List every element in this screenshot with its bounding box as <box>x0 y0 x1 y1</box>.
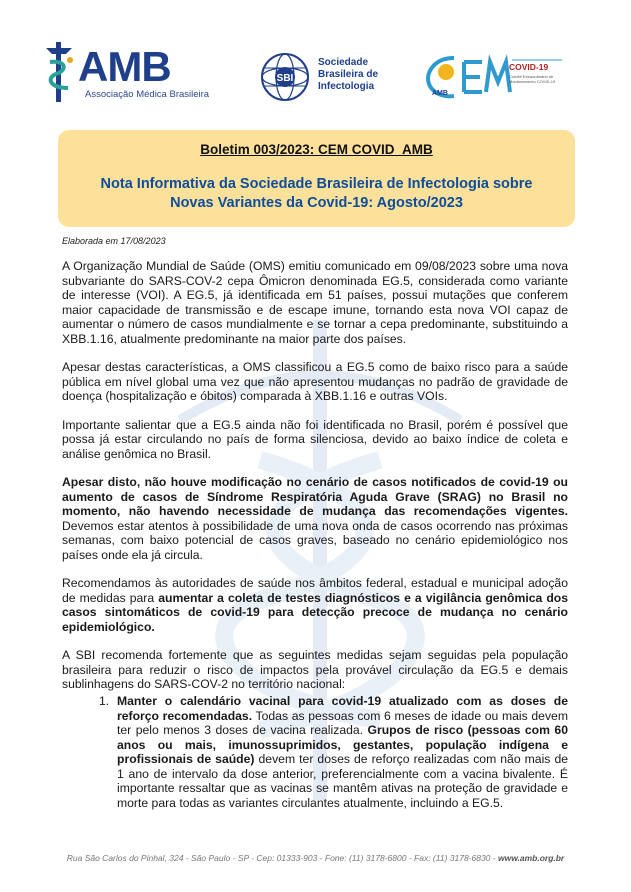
paragraph-2: Apesar destas características, a OMS classificou a EG.5 como de baixo risco para a saúde pública em nível global uma vez que não apresentou mudanças no padrão de gravidade de doença (hospitalização e óbitos) comparada à XBB.1.16 e outras VOIs. <box>62 360 568 403</box>
paragraph-4 <box>62 475 568 562</box>
amb-logo-subtitle: Associação Médica Brasileira <box>85 89 210 100</box>
cem-covid-label: COVID-19 <box>509 62 549 72</box>
paragraph-5-bold: aumentar a coleta de testes diagnósticos e a vigilância genômica dos casos sintomáticos de covid-19 para detecção precoce de mudança no cenário epidemiológico. <box>62 590 568 634</box>
bulletin-title: Nota Informativa da Sociedade Brasileira de Infectologia sobre Novas Variantes da Covid-19: Agosto/2023 <box>100 176 533 211</box>
paragraph-4-bold: Apesar disto, não houve modificação no cenário de casos notificados de covid-19 ou aumento de casos de Síndrome Respiratória Aguda Grave (SRAG) no Brasil no momento, não havendo necessidade de mudança das recomendações vigentes. <box>62 475 568 518</box>
paragraph-6: A SBI recomenda fortemente que as seguintes medidas sejam seguidas pela população brasileira para reduzir o risco de impactos pela provável circulação da EG.5 e demais sublinhagens do SARS-COV-2 no território nacional: <box>62 648 568 691</box>
document-body <box>62 259 568 706</box>
cem-amb-label: AMB <box>432 90 448 97</box>
sbi-logo-text <box>318 57 398 93</box>
sbi-line-2: Brasileira de <box>318 69 379 80</box>
list-item-bold-2: Grupos de risco (pessoas com 60 anos ou mais, imunossuprimidos, gestantes, população indígena e profissionais de saúde) <box>117 723 568 766</box>
paragraph-5-start: Recomendamos às autoridades de saúde nos âmbitos federal, estadual e municipal adoção de medidas para <box>62 576 568 605</box>
paragraph-5 <box>62 576 568 634</box>
paragraph-3: Importante salientar que a EG.5 ainda não foi identificada no Brasil, porém é possível que possa já estar circulando no país de forma silenciosa, devido ao baixo índice de coleta e análise genômica no Brasil. <box>62 417 568 461</box>
list-item-text-1: Todas as pessoas com 6 meses de idade ou mais devem ter pelo menos 3 doses de vacina realizada. <box>117 708 568 737</box>
footer-website[interactable]: www.amb.org.br <box>497 853 565 863</box>
list-item-text-2: devem ter doses de reforço realizadas com não mais de 1 ano de intervalo da dose anterior, preferencialmente com a vacina bivalente. É importante ressaltar que as vacinas se mantêm ativas na proteção de gravidade e morte para todas as variantes circulantes atualmente, incluindo a EG.5. <box>117 752 568 810</box>
amb-logo-text: AMB <box>78 43 171 90</box>
bulletin-code: Boletim 003/2023: CEM COVID_AMB <box>200 142 433 157</box>
header <box>0 0 631 118</box>
bulletin-box <box>58 130 575 227</box>
list-item-bold-1: Manter o calendário vacinal para covid-19 atualizado com as doses de reforço recomendadas. <box>117 694 568 723</box>
footer <box>0 853 631 863</box>
sbi-globe-icon <box>258 52 312 102</box>
cem-subtitle: Comitê Extraordinário de Monitoramento COVID-19 <box>509 74 556 84</box>
list-item-number: 1. <box>99 694 110 708</box>
sbi-abbr: SBI <box>276 73 294 84</box>
sbi-line-3: Infectologia <box>318 81 375 92</box>
paragraph-4-rest: Devemos estar atentos à possibilidade de uma nova onda de casos ocorrendo nas próximas semanas, com baixo potencial de casos graves, baseado no cenário epidemiológico nos países onde ela já circula. <box>62 518 568 562</box>
footer-address: Rua São Carlos do Pinhal, 324 - São Paulo - SP - Cep: 01333-903 - Fone: (11) 3178-6800 - Fax: (11) 3178-6830 - <box>66 853 498 863</box>
paragraph-1: A Organização Mundial de Saúde (OMS) emitiu comunicado em 09/08/2023 sobre uma nova subvariante do SARS-COV-2 cepa Ômicron denominada EG.5, considerada como variante de interesse (VOI). A EG.5, já identificada em 51 países, possui mutações que conferem maior capacidade de transmissão e de escape imune, tornando esta nova VOI capaz de aumentar o número de casos mundialmente e se tornar a cepa predominante, substituindo a XBB.1.16, atualmente predominante na maior parte dos países. <box>62 259 568 346</box>
list-item <box>117 694 568 810</box>
date-line: Elaborada em 17/08/2023 <box>62 236 166 246</box>
recommendation-list <box>99 694 568 810</box>
sbi-line-1: Sociedade <box>318 57 369 68</box>
